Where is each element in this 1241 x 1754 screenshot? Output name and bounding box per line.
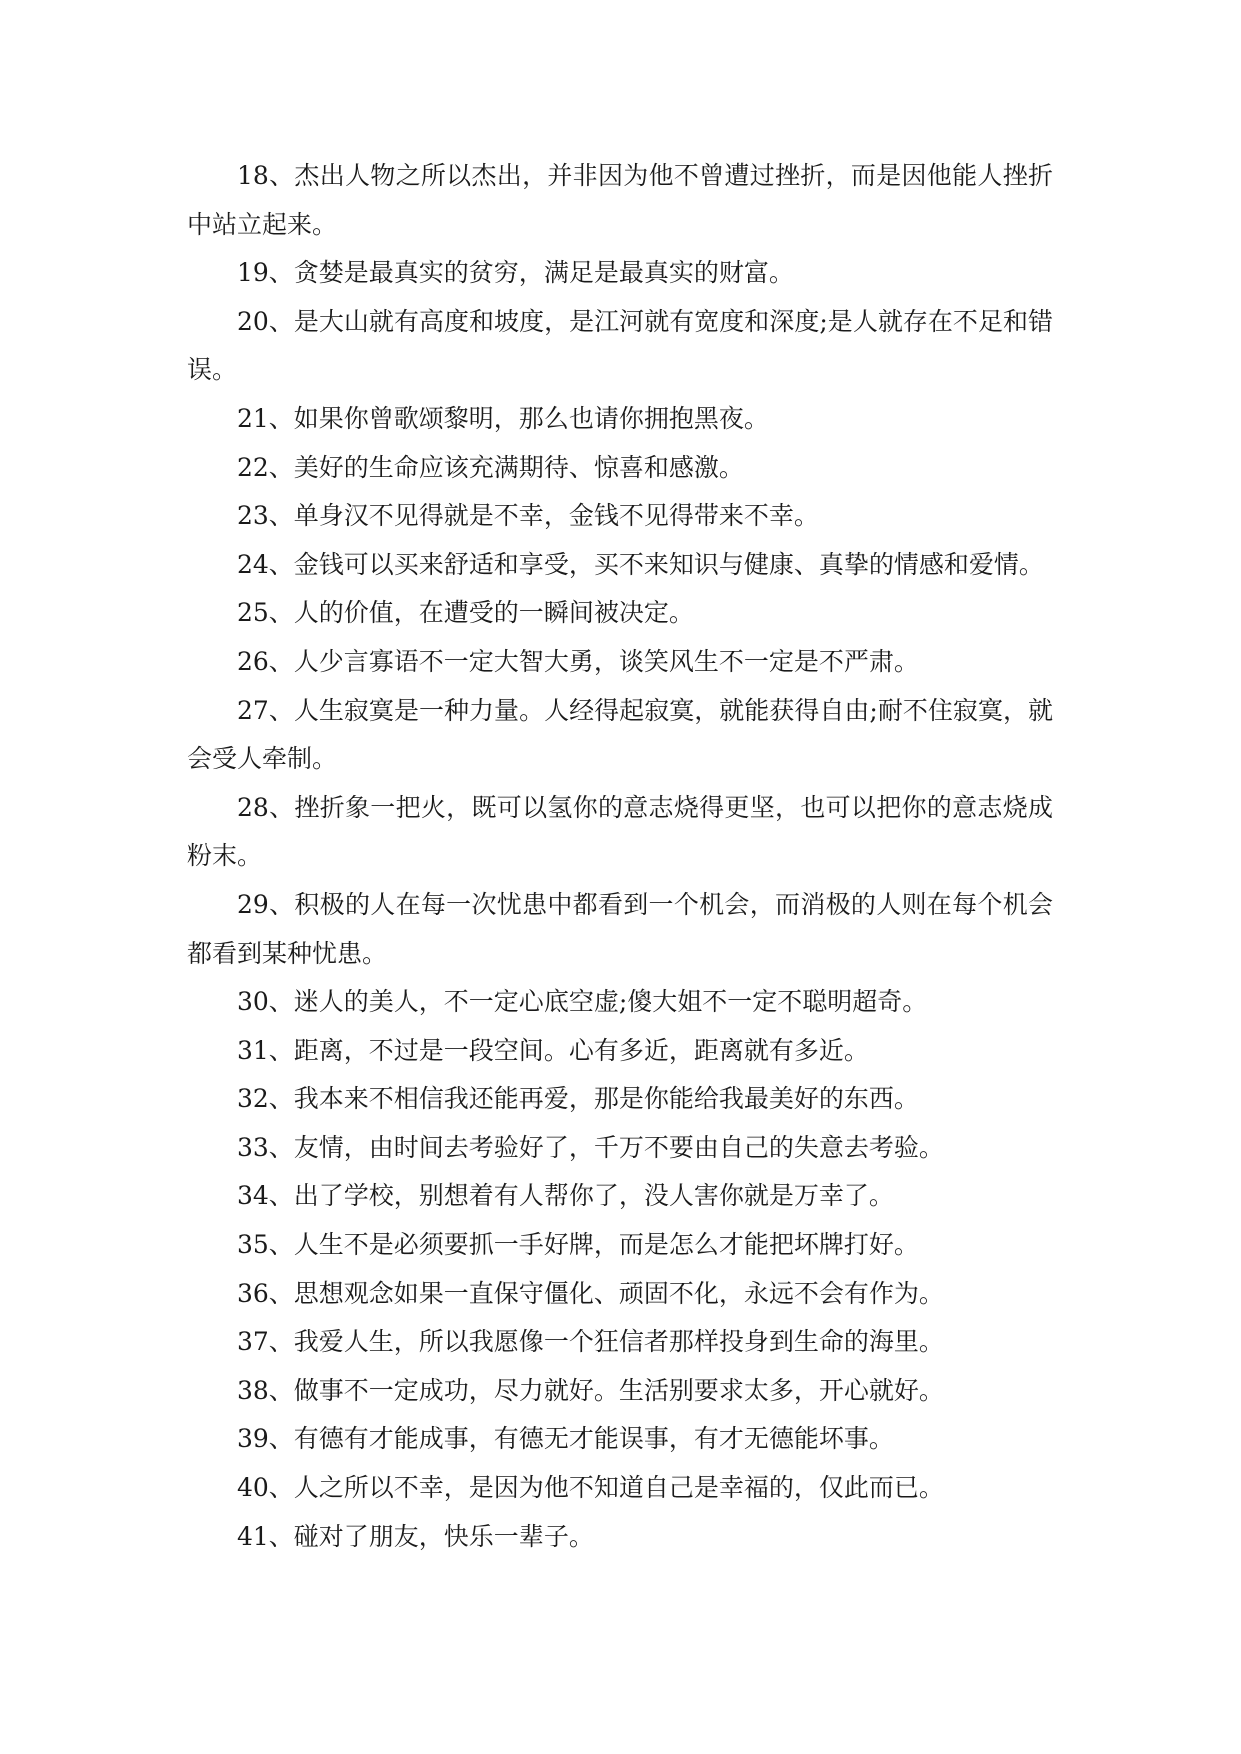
quote-item-21: 21、如果你曾歌颂黎明，那么也请你拥抱黑夜。	[237, 403, 769, 433]
quote-item-24: 24、金钱可以买来舒适和享受，买不来知识与健康、真挚的情感和爱情。	[237, 549, 1044, 579]
quote-item-25: 25、人的价值，在遭受的一瞬间被决定。	[237, 598, 694, 628]
quote-item-23: 23、单身汉不见得就是不幸，金钱不见得带来不幸。	[237, 501, 819, 531]
quote-item-19: 19、贪婪是最真实的贫穷，满足是最真实的财富。	[237, 258, 794, 288]
quote-item-39: 39、有德有才能成事，有德无才能误事，有才无德能坏事。	[237, 1424, 894, 1454]
quote-item-37: 37、我爱人生，所以我愿像一个狂信者那样投身到生命的海里。	[237, 1327, 944, 1357]
quote-item-33: 33、友情，由时间去考验好了，千万不要由自己的失意去考验。	[237, 1132, 944, 1162]
quote-item-35: 35、人生不是必须要抓一手好牌，而是怎么才能把坏牌打好。	[237, 1230, 919, 1260]
quote-item-38: 38、做事不一定成功，尽力就好。生活别要求太多，开心就好。	[237, 1375, 944, 1405]
quote-item-20: 20、是大山就有高度和坡度，是江河就有宽度和深度;是人就存在不足和错误。	[187, 306, 1053, 385]
quote-item-22: 22、美好的生命应该充满期待、惊喜和感激。	[237, 452, 744, 482]
quote-item-40: 40、人之所以不幸，是因为他不知道自己是幸福的，仅此而已。	[237, 1473, 944, 1503]
quote-item-32: 32、我本来不相信我还能再爱，那是你能给我最美好的东西。	[237, 1084, 919, 1114]
quote-item-26: 26、人少言寡语不一定大智大勇，谈笑风生不一定是不严肃。	[237, 646, 919, 676]
quote-item-34: 34、出了学校，别想着有人帮你了，没人害你就是万幸了。	[237, 1181, 894, 1211]
quote-item-41: 41、碰对了朋友，快乐一辈子。	[237, 1521, 594, 1551]
quote-item-27: 27、人生寂寞是一种力量。人经得起寂寞，就能获得自由;耐不住寂寞，就会受人牵制。	[187, 695, 1053, 774]
quote-item-28: 28、挫折象一把火，既可以氢你的意志烧得更坚，也可以把你的意志烧成粉末。	[187, 792, 1053, 871]
quote-list	[187, 152, 1053, 1561]
quote-item-18: 18、杰出人物之所以杰出，并非因为他不曾遭过挫折，而是因他能人挫折中站立起来。	[187, 161, 1053, 239]
quote-item-29: 29、积极的人在每一次忧患中都看到一个机会，而消极的人则在每个机会都看到某种忧患。	[187, 889, 1053, 968]
quote-item-31: 31、距离，不过是一段空间。心有多近，距离就有多近。	[237, 1035, 869, 1065]
quote-item-36: 36、思想观念如果一直保守僵化、顽固不化，永远不会有作为。	[237, 1278, 944, 1308]
quote-item-30: 30、迷人的美人，不一定心底空虚;傻大姐不一定不聪明超奇。	[237, 987, 928, 1017]
